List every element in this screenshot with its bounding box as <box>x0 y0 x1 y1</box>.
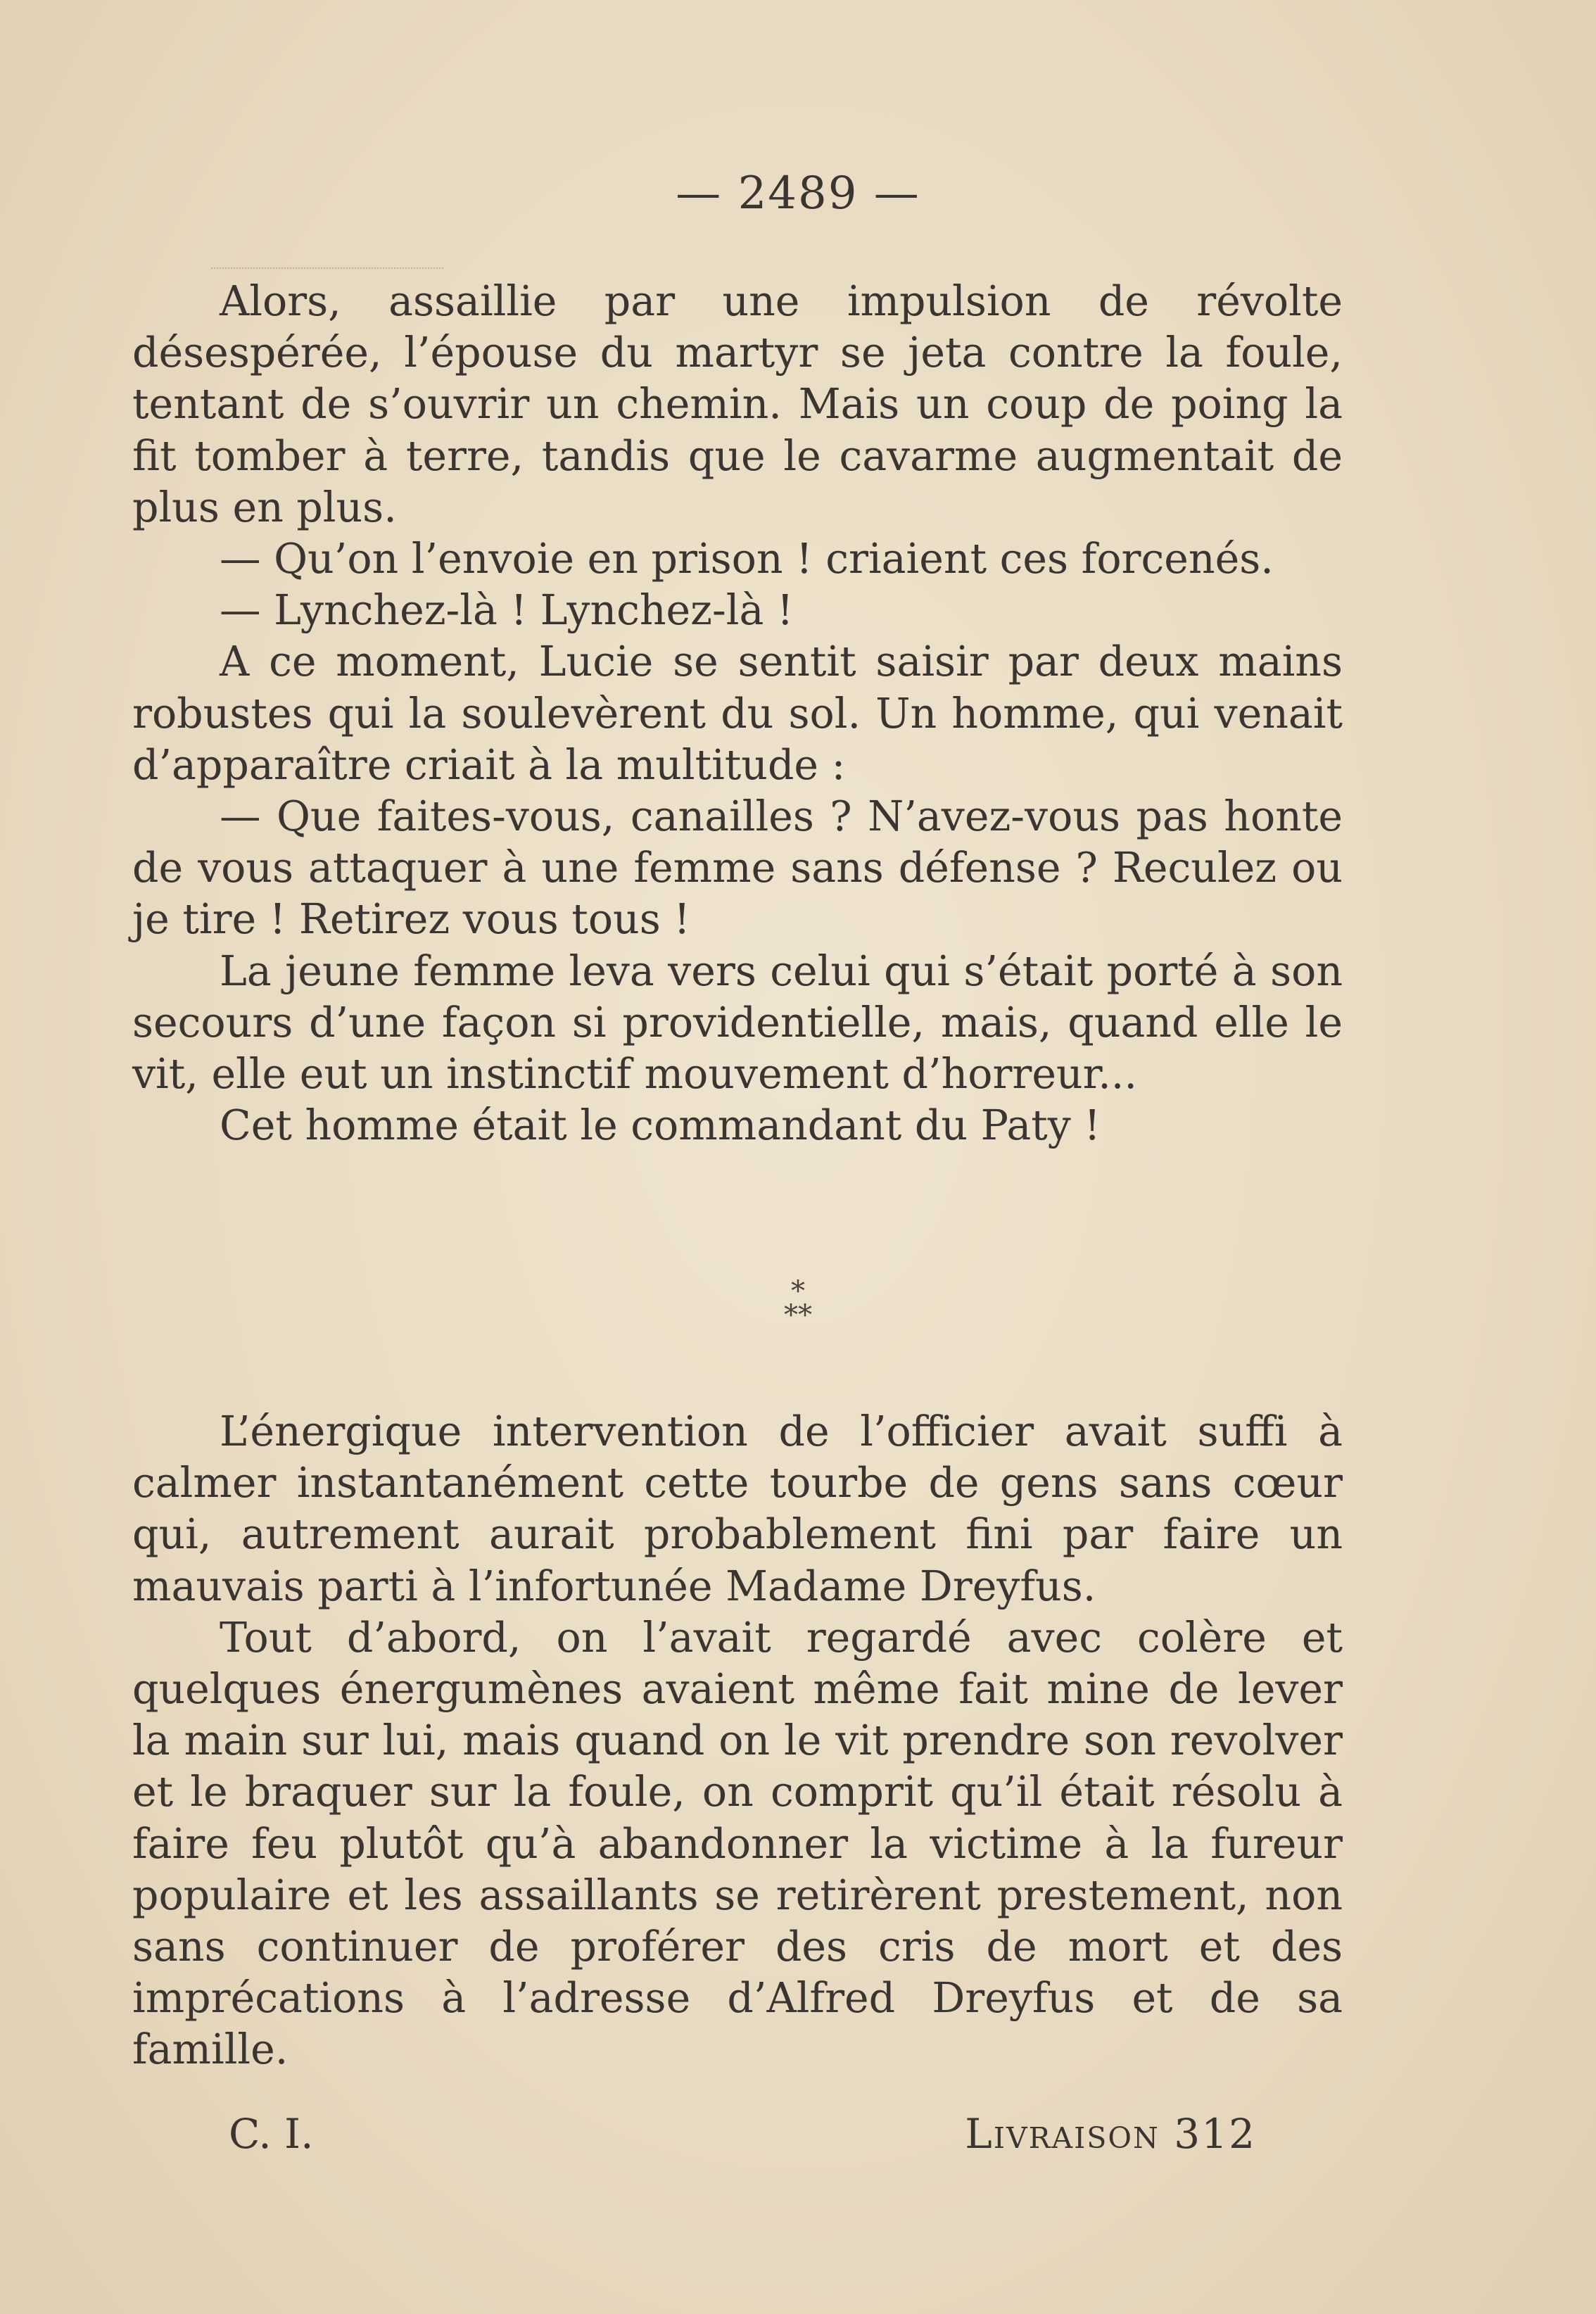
asterism-bottom: ** <box>784 1299 812 1332</box>
paragraph: Tout d’abord, on l’avait regardé avec colère et quelques énergumènes avaient même fait mine de lever la main sur lui, mais quand on le vit prendre son revolver et le braquer sur la foule, on comprit qu’il était résolu à faire feu plutôt qu’à abandonner la victime à la fureur populaire et les assaillants se retirèrent prestement, non sans continuer de proférer des cris de mort et des imprécations à l’adresse d’Alfred Dreyfus et de sa famille. <box>132 1613 1343 2074</box>
asterism-separator <box>0 1275 1596 1332</box>
paragraph: Cet homme était le commandant du Paty ! <box>220 1101 1101 1150</box>
text-block-upper <box>132 276 1343 1151</box>
paragraph: Alors, assaillie par une impulsion de révolte désespérée, l’épouse du martyr se jeta contre la foule, tentant de s’ouvrir un chemin. Mais un coup de poing la fit tomber à terre, tandis que le cavarme augmentait de plus en plus. <box>132 277 1343 531</box>
paragraph: — Lynchez-là ! Lynchez-là ! <box>220 586 794 635</box>
text-block-lower <box>132 1406 1343 2076</box>
page-footer <box>229 2110 1256 2158</box>
paragraph: La jeune femme leva vers celui qui s’était porté à son secours d’une façon si providentielle, mais, quand elle le vit, elle eut un instinctif mouvement d’horreur... <box>132 947 1343 1099</box>
footer-livraison: Livraison 312 <box>965 2110 1256 2158</box>
page-number: — 2489 — <box>676 167 920 220</box>
top-rule <box>211 267 443 269</box>
paragraph: — Que faites-vous, canailles ? N’avez-vous pas honte de vous attaquer à une femme sans défense ? Reculez ou je tire ! Retirez vous tous ! <box>132 792 1343 944</box>
asterism-top: * <box>791 1275 805 1308</box>
paragraph: L’énergique intervention de l’officier avait suffi à calmer instantanément cette tourbe de gens sans cœur qui, autrement aurait probablement fini par faire un mauvais parti à l’infortunée Madame Dreyfus. <box>132 1408 1343 1610</box>
paragraph: — Qu’on l’envoie en prison ! criaient ces forcenés. <box>220 535 1274 583</box>
paragraph: A ce moment, Lucie se sentit saisir par deux mains robustes qui la soulevèrent du sol. Un homme, qui venait d’apparaître criait à la multitude : <box>132 638 1343 789</box>
footer-signature: C. I. <box>229 2110 314 2158</box>
